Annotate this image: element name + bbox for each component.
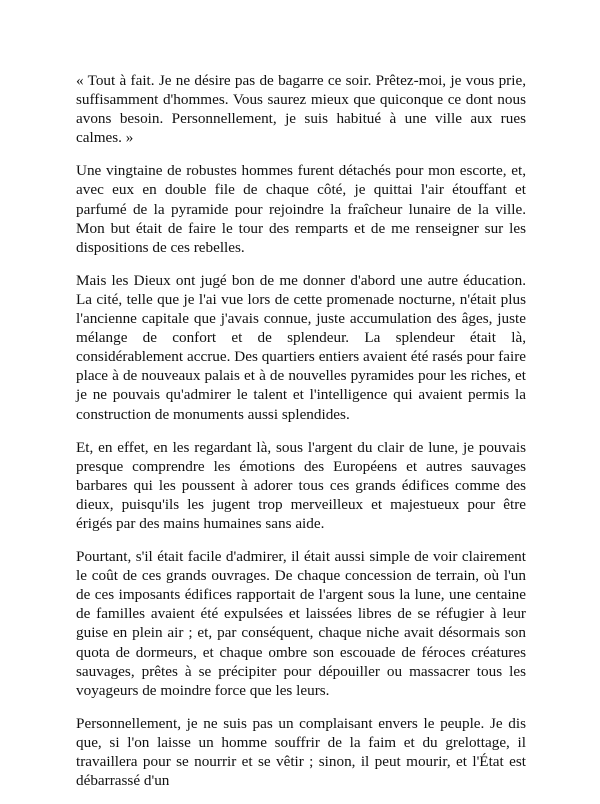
paragraph-3: Mais les Dieux ont jugé bon de me donner d'abord une autre éducation. La cité, telle que je l'ai vue lors de cette promenade nocturne, n'était plus l'ancienne capitale que j'avais connue, juste accumulation des âges, juste mélange de confort et de splendeur. La splendeur était là, considérablement accrue. Des quartiers entiers avaient été rasés pour faire place à de nouveaux palais et à de nouvelles pyramides pour les riches, et je ne pouvais qu'admirer le talent et l'intelligence qui avaient permis la construction de monuments aussi splendides. <box>76 271 526 423</box>
paragraph-1: « Tout à fait. Je ne désire pas de bagarre ce soir. Prêtez-moi, je vous prie, suffisamment d'hommes. Vous saurez mieux que quiconque ce dont nous avons besoin. Personnellement, je suis habitué à une ville aux rues calmes. » <box>76 72 526 147</box>
paragraph-2: Une vingtaine de robustes hommes furent détachés pour mon escorte, et, avec eux en double file de chaque côté, je quittai l'air étouffant et parfumé de la pyramide pour rejoindre la fraîcheur lunaire de la ville. Mon but était de faire le tour des remparts et de me renseigner sur les dispositions de ces rebelles. <box>76 162 526 256</box>
document-page <box>76 71 526 804</box>
paragraph-6: Personnellement, je ne suis pas un complaisant envers le peuple. Je dis que, si l'on laisse un homme souffrir de la faim et du grelottage, il travaillera pour se nourrir et se vêtir ; sinon, il peut mourir, et l'État est débarrassé d'un <box>76 714 526 790</box>
paragraph-4: Et, en effet, en les regardant là, sous l'argent du clair de lune, je pouvais presque comprendre les émotions des Européens et autres sauvages barbares qui les poussent à adorer tous ces grands édifices comme des dieux, puisqu'ils les jugent trop merveilleux et majestueux pour être érigés par des mains humaines sans aide. <box>76 438 526 532</box>
paragraph-5: Pourtant, s'il était facile d'admirer, il était aussi simple de voir clairement le coût de ces grands ouvrages. De chaque concession de terrain, où l'un de ces imposants édifices rapportait de l'argent sous la lune, une centaine de familles avaient été expulsées et laissées libres de se réfugier à leur guise en plein air ; et, par conséquent, chaque niche avait désormais son quota de dormeurs, et chaque ombre son escouade de féroces créatures sauvages, prêtes à se précipiter pour dépouiller ou massacrer tous les voyageurs de moindre force que les leurs. <box>76 548 526 699</box>
